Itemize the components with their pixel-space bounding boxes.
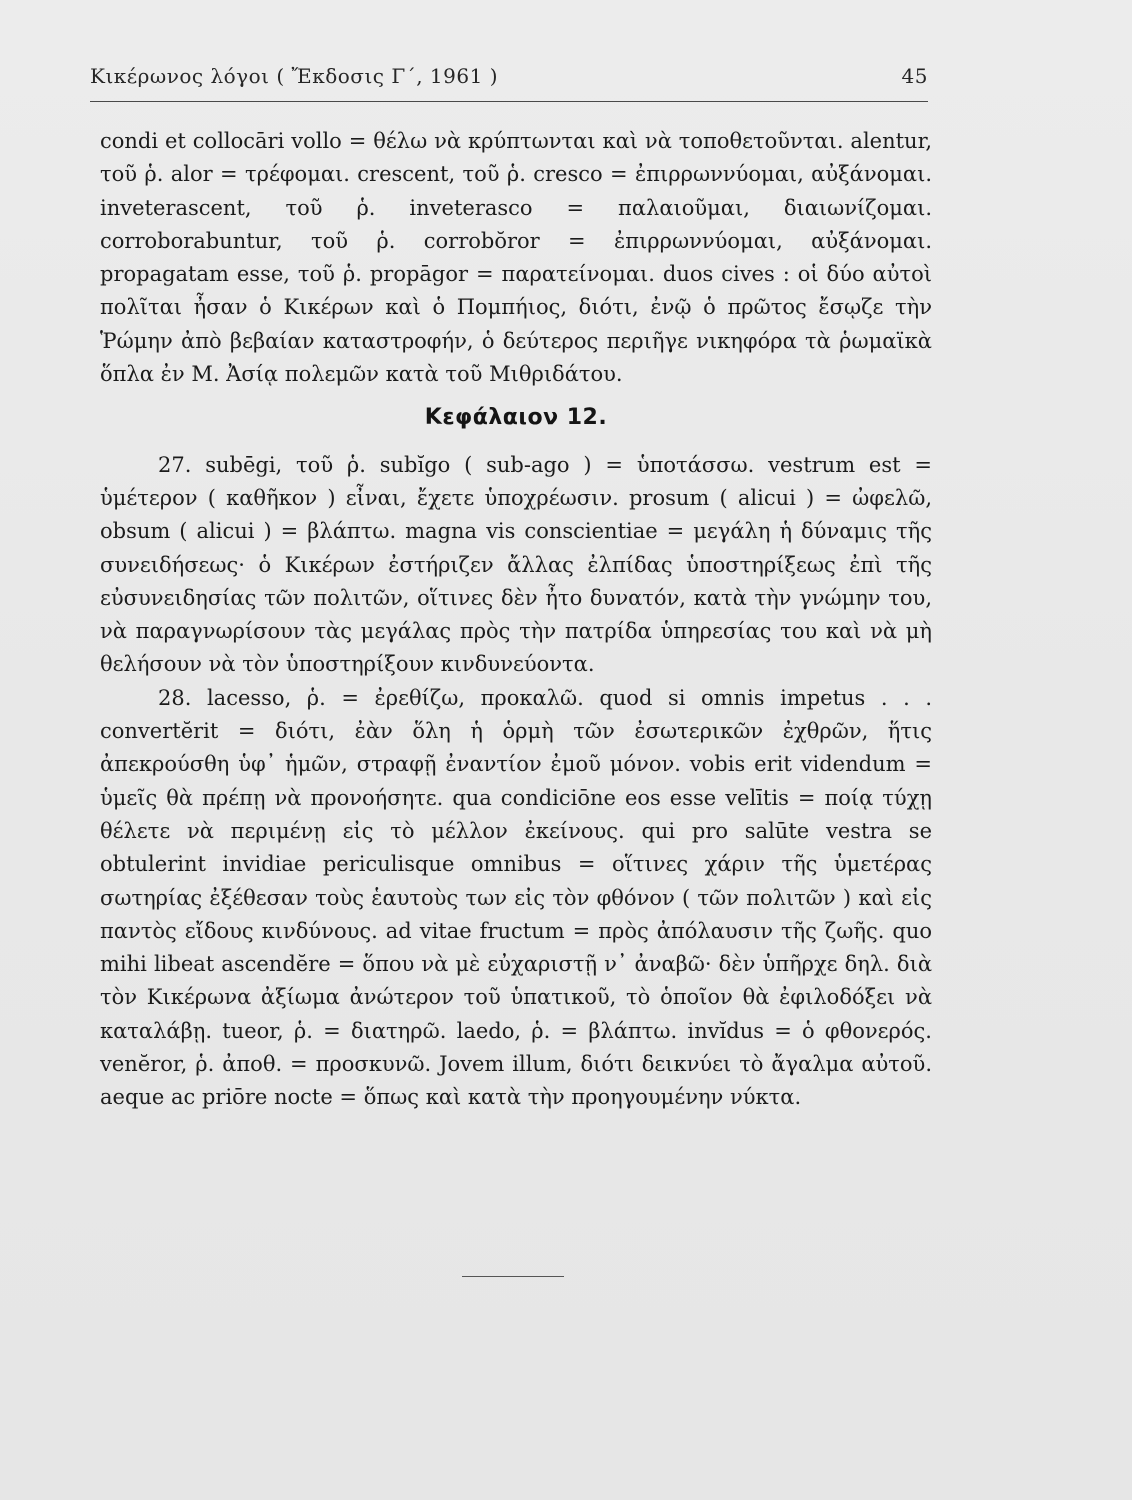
- section-28-paragraph: [100, 682, 932, 1115]
- section-text: . subēgi, τοῦ ῥ. subĭgo ( sub-ago ) = ὑποτάσσω. vestrum est = ὑμέτερον ( καθῆκον ) εἶναι, ἔχετε ὑποχρέωσιν. prosum ( alicui ) = ὠφελῶ, obsum ( alicui ) = βλάπτω. magna vis conscientiae = μεγάλη ἡ δύναμις τῆς συνειδήσεως· ὁ Κικέρων ἐστήριζεν ἄλλας ἐλπίδας ὑποστηρίξεως ἐπὶ τῆς εὐσυνειδησίας τῶν πολιτῶν, οἵτινες δὲν ἦτο δυνατόν, κατὰ τὴν γνώμην του, νὰ παραγνωρίσουν τὰς μεγάλας πρὸς τὴν πατρίδα ὑπηρεσίας του καὶ νὰ μὴ θελήσουν νὰ τὸν ὑποστηρίξουν κινδυνεύοντα.: [100, 452, 932, 677]
- section-text: . lacesso, ῥ. = ἐρεθίζω, προκαλῶ. quod si omnis impetus . . . convertĕrit = διότι, ἐὰν ὅλη ἡ ὁρμὴ τῶν ἐσωτερικῶν ἐχθρῶν, ἥτις ἀπεκρούσθη ὑφ᾽ ἡμῶν, στραφῇ ἐναντίον ἐμοῦ μόνον. vobis erit videndum = ὑμεῖς θὰ πρέπῃ νὰ προνοήσητε. qua condiciōne eos esse velītis = ποίᾳ τύχῃ θέλετε νὰ περιμένῃ εἰς τὸ μέλλον ἐκείνους. qui pro salūte vestra se obtulerint invidiae periculisque omnibus = οἵτινες χάριν τῆς ὑμετέρας σωτηρίας ἐξέθεσαν τοὺς ἑαυτοὺς των εἰς τὸν φθόνον ( τῶν πολιτῶν ) καὶ εἰς παντὸς εἴδους κινδύνους. ad vitae fructum = πρὸς ἀπόλαυσιν τῆς ζωῆς. quo mihi libeat ascendĕre = ὅπου νὰ μὲ εὐχαριστῇ ν᾽ ἀναβῶ· δὲν ὑπῆρχε δηλ. διὰ τὸν Κικέρωνα ἀξίωμα ἀνώτερον τοῦ ὑπατικοῦ, τὸ ὁποῖον θὰ ἐφιλοδόξει νὰ καταλάβῃ. tueor, ῥ. = διατηρῶ. laedo, ῥ. = βλάπτω. invĭdus = ὁ φθονερός. venĕror, ῥ. ἀποθ. = προσκυνῶ. Jovem illum, διότι δεικνύει τὸ ἄγαλμα αὐτοῦ. aeque ac priōre nocte = ὅπως καὶ κατὰ τὴν προηγουμένην νύκτα.: [100, 685, 932, 1110]
- section-number: 28: [158, 685, 185, 710]
- section-number: 27: [158, 452, 185, 477]
- page-number: 45: [901, 64, 928, 88]
- end-rule: [462, 1276, 564, 1277]
- running-head-title: Κικέρωνος λόγοι ( Ἔκδοσις Γ΄, 1961 ): [90, 64, 498, 88]
- intro-paragraph: condi et collocāri vollo = θέλω νὰ κρύπτωνται καὶ νὰ τοποθετοῦνται. alentur, τοῦ ῥ. alor = τρέφομαι. crescent, τοῦ ῥ. cresco = ἐπιρρωννύομαι, αὐξάνομαι. inveterascent, τοῦ ῥ. inveterasco = παλαιοῦμαι, διαιωνίζομαι. corroborabuntur, τοῦ ῥ. corrobŏror = ἐπιρρωννύομαι, αὐξάνομαι. propagatam esse, τοῦ ῥ. propāgor = παρατείνομαι. duos cives : οἱ δύο αὐτοὶ πολῖται ἦσαν ὁ Κικέρων καὶ ὁ Πομπήιος, διότι, ἐνῷ ὁ πρῶτος ἔσῳζε τὴν Ῥώμην ἀπὸ βεβαίαν καταστροφήν, ὁ δεύτερος περιῆγε νικηφόρα τὰ ῥωμαϊκὰ ὅπλα ἐν Μ. Ἀσίᾳ πολεμῶν κατὰ τοῦ Μιθριδάτου.: [100, 129, 932, 387]
- header-rule: [90, 101, 928, 102]
- body-text: [100, 125, 932, 1115]
- running-head: [90, 64, 928, 94]
- section-27-paragraph: [100, 449, 932, 682]
- chapter-heading: Κεφάλαιον 12.: [424, 405, 608, 431]
